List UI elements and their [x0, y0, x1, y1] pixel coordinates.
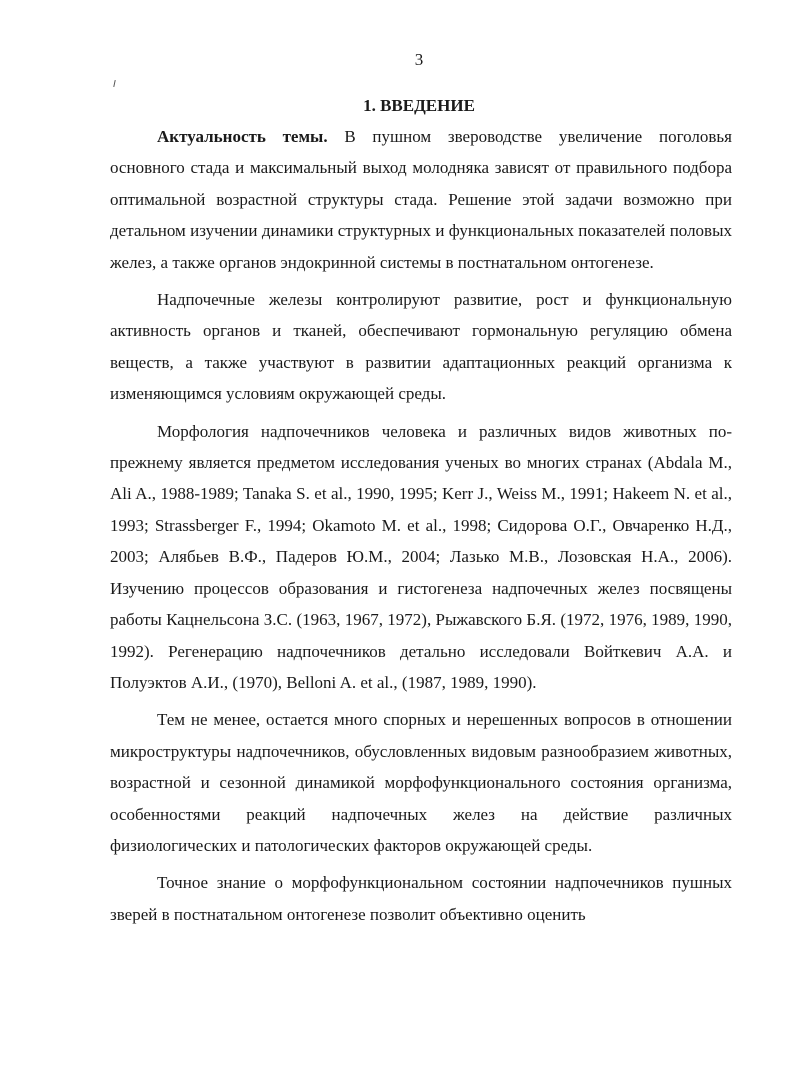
paragraph-morphology-literature: [110, 416, 732, 699]
page-number: 3: [414, 50, 424, 69]
paragraph-text: Тем не менее, остается много спорных и нерешенных вопросов в отношении микроструктуры надпочечников, обусловленных видовым разнообразием животных, возрастной и сезонной динамикой морфофункционального состояния организма, особенностями реакций надпочечных желез на действие различных физиологических и патологических факторов окружающей среды.: [110, 710, 732, 855]
scan-mark: [113, 80, 115, 87]
paragraph-lead: Актуальность темы.: [157, 127, 328, 146]
paragraph-open-questions: [110, 704, 732, 861]
section-heading: 1. ВВЕДЕНИЕ: [363, 96, 475, 115]
paragraph-conclusion: [110, 867, 732, 930]
paragraph-text: Морфология надпочечников человека и различных видов животных по-прежнему является предметом исследования ученых во многих странах (Abdala M., Ali A., 1988-1989; Tanaka S. et al., 1990, 1995; Kerr J., Weiss M., 1991; Hakeem N. et al., 1993; Strassberger F., 1994; Okamoto M. et al., 1998; Сидорова О.Г., Овчаренко Н.Д., 2003; Алябьев В.Ф., Падеров Ю.М., 2004; Лазько М.В., Лозовская Н.А., 2006). Изучению процессов образования и гистогенеза надпочечных желез посвящены работы Кацнельсона З.С. (1963, 1967, 1972), Рыжавского Б.Я. (1972, 1976, 1989, 1990, 1992). Регенерацию надпочечников детально исследовали Войткевич А.А. и Полуэктов А.И., (1970), Belloni A. et al., (1987, 1989, 1990).: [110, 421, 732, 692]
paragraph-adrenal-function: [110, 284, 732, 410]
paragraph-relevance: [110, 121, 732, 278]
paragraph-text: Точное знание о морфофункциональном состоянии надпочечников пушных зверей в постнатальном онтогенезе позволит объективно оценить: [110, 873, 732, 924]
paragraph-text: В пушном звероводстве увеличение поголовья основного стада и максимальный выход молодняка зависят от правильного подбора оптимальной возрастной структуры стада. Решение этой задачи возможно при детальном изучении динамики структурных и функциональных показателей половых желез, а также органов эндокринной системы в постнатальном онтогенезе.: [110, 127, 732, 272]
body-text: [110, 121, 732, 930]
paragraph-text: Надпочечные железы контролируют развитие, рост и функциональную активность органов и тканей, обеспечивают гормональную регуляцию обмена веществ, а также участвуют в развитии адаптационных реакций организма к изменяющимся условиям окружающей среды.: [110, 290, 732, 404]
